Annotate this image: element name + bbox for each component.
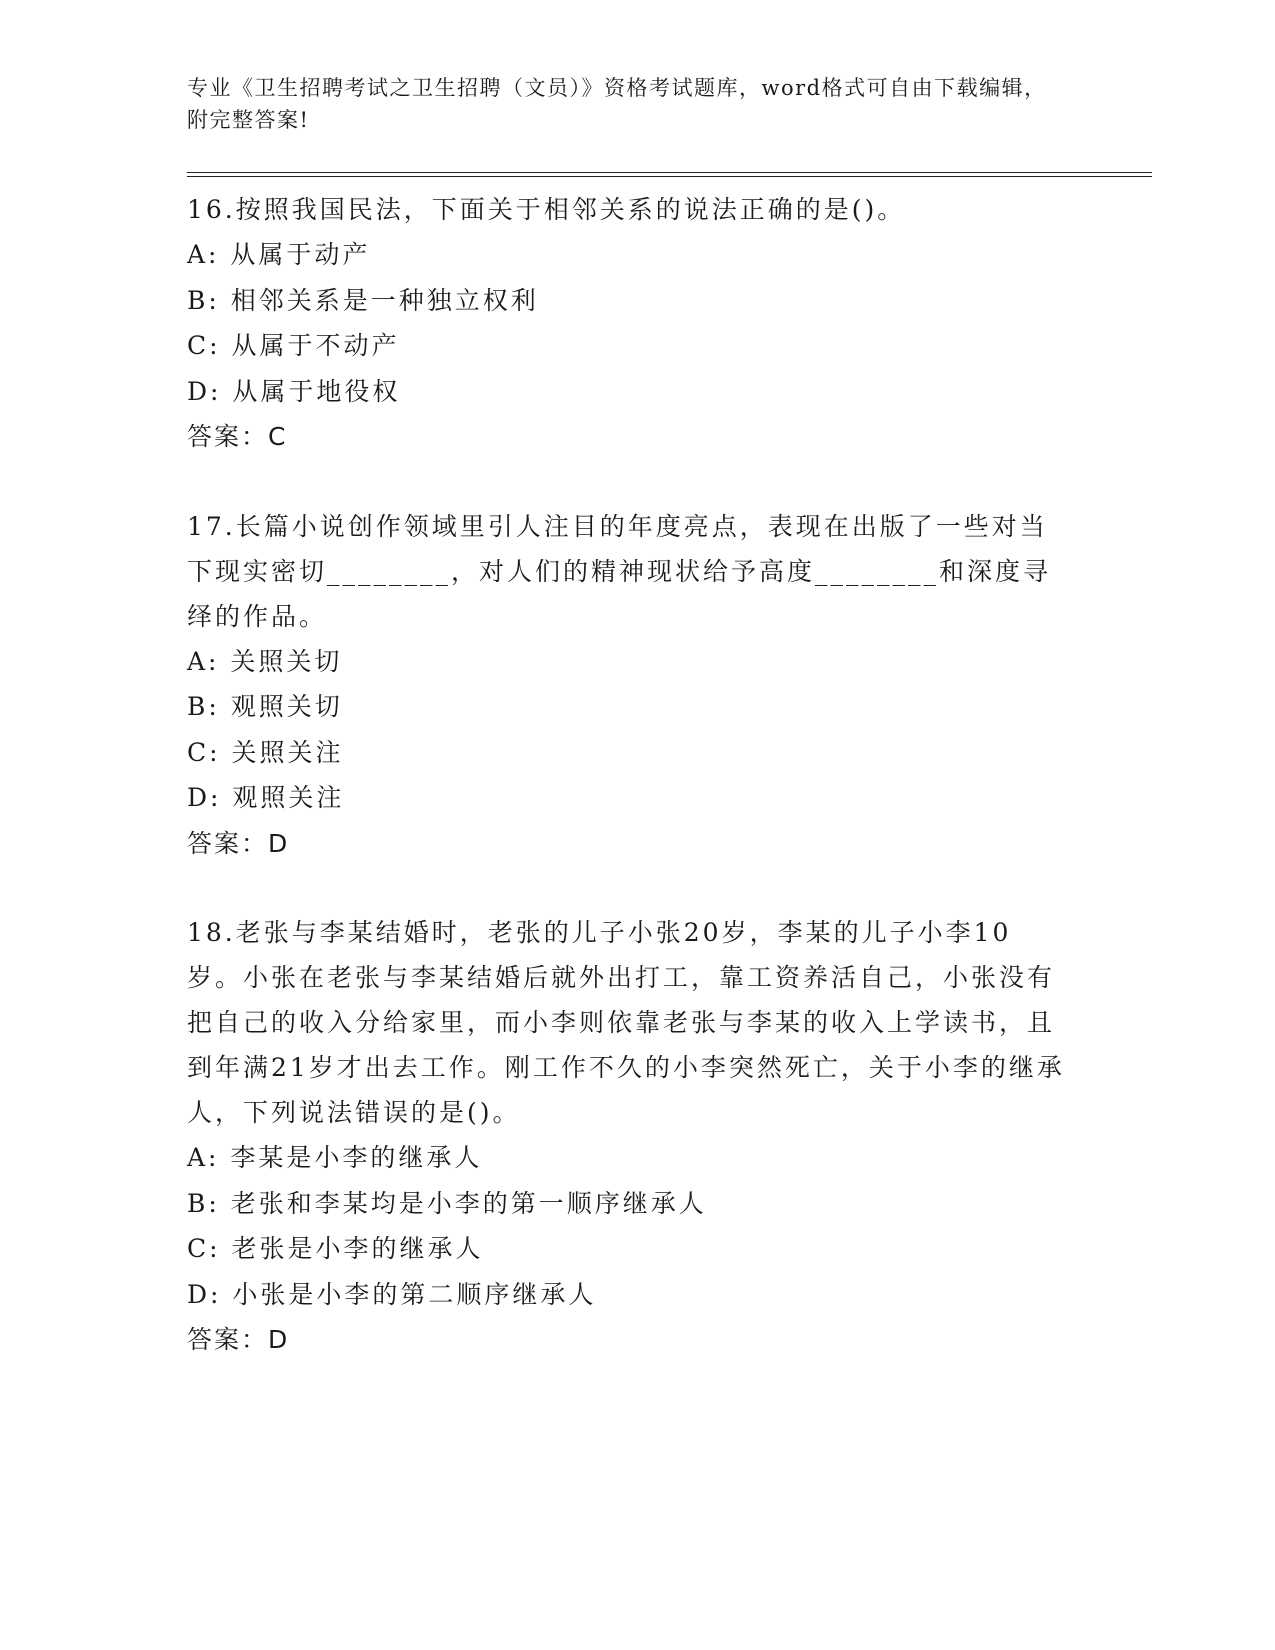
option-b: B: 老张和李某均是小李的第一顺序继承人 <box>187 1188 707 1218</box>
question-18 <box>187 910 1152 1363</box>
document-header: 专业《卫生招聘考试之卫生招聘（文员）》资格考试题库，word格式可自由下载编辑，附完整答案! <box>187 76 1047 132</box>
option-d: D: 从属于地役权 <box>187 376 401 406</box>
question-16 <box>187 187 1152 460</box>
question-list <box>187 187 1152 1363</box>
option-c: C: 从属于不动产 <box>187 331 400 360</box>
header-divider <box>187 172 1152 177</box>
question-stem: 17.长篇小说创作领域里引人注目的年度亮点，表现在出版了一些对当下现实密切________，对人们的精神现状给予高度________和深度寻绎的作品。 <box>187 511 1052 631</box>
answer: 答案：D <box>187 828 290 858</box>
answer: 答案：D <box>187 1325 290 1354</box>
option-b: B: 观照关切 <box>187 692 343 721</box>
option-d: D: 小张是小李的第二顺序继承人 <box>187 1279 597 1309</box>
option-c: C: 老张是小李的继承人 <box>187 1234 484 1263</box>
option-c: C: 关照关注 <box>187 737 344 767</box>
question-17 <box>187 504 1152 867</box>
question-stem: 18.老张与李某结婚时，老张的儿子小张20岁，李某的儿子小李10岁。小张在老张与李某结婚后就外出打工，靠工资养活自己，小张没有把自己的收入分给家里，而小李则依靠老张与李某的收入上学读书，且到年满21岁才出去工作。刚工作不久的小李突然死亡，关于小李的继承人，下列说法错误的是()。 <box>187 918 1065 1127</box>
document-page <box>187 72 1152 1407</box>
answer: 答案：C <box>187 422 288 451</box>
option-b: B: 相邻关系是一种独立权利 <box>187 285 539 315</box>
option-a: A: 从属于动产 <box>187 240 371 269</box>
question-stem: 16.按照我国民法，下面关于相邻关系的说法正确的是()。 <box>187 195 906 224</box>
option-a: A: 关照关切 <box>187 646 343 676</box>
option-a: A: 李某是小李的继承人 <box>187 1143 483 1172</box>
option-d: D: 观照关注 <box>187 783 345 812</box>
